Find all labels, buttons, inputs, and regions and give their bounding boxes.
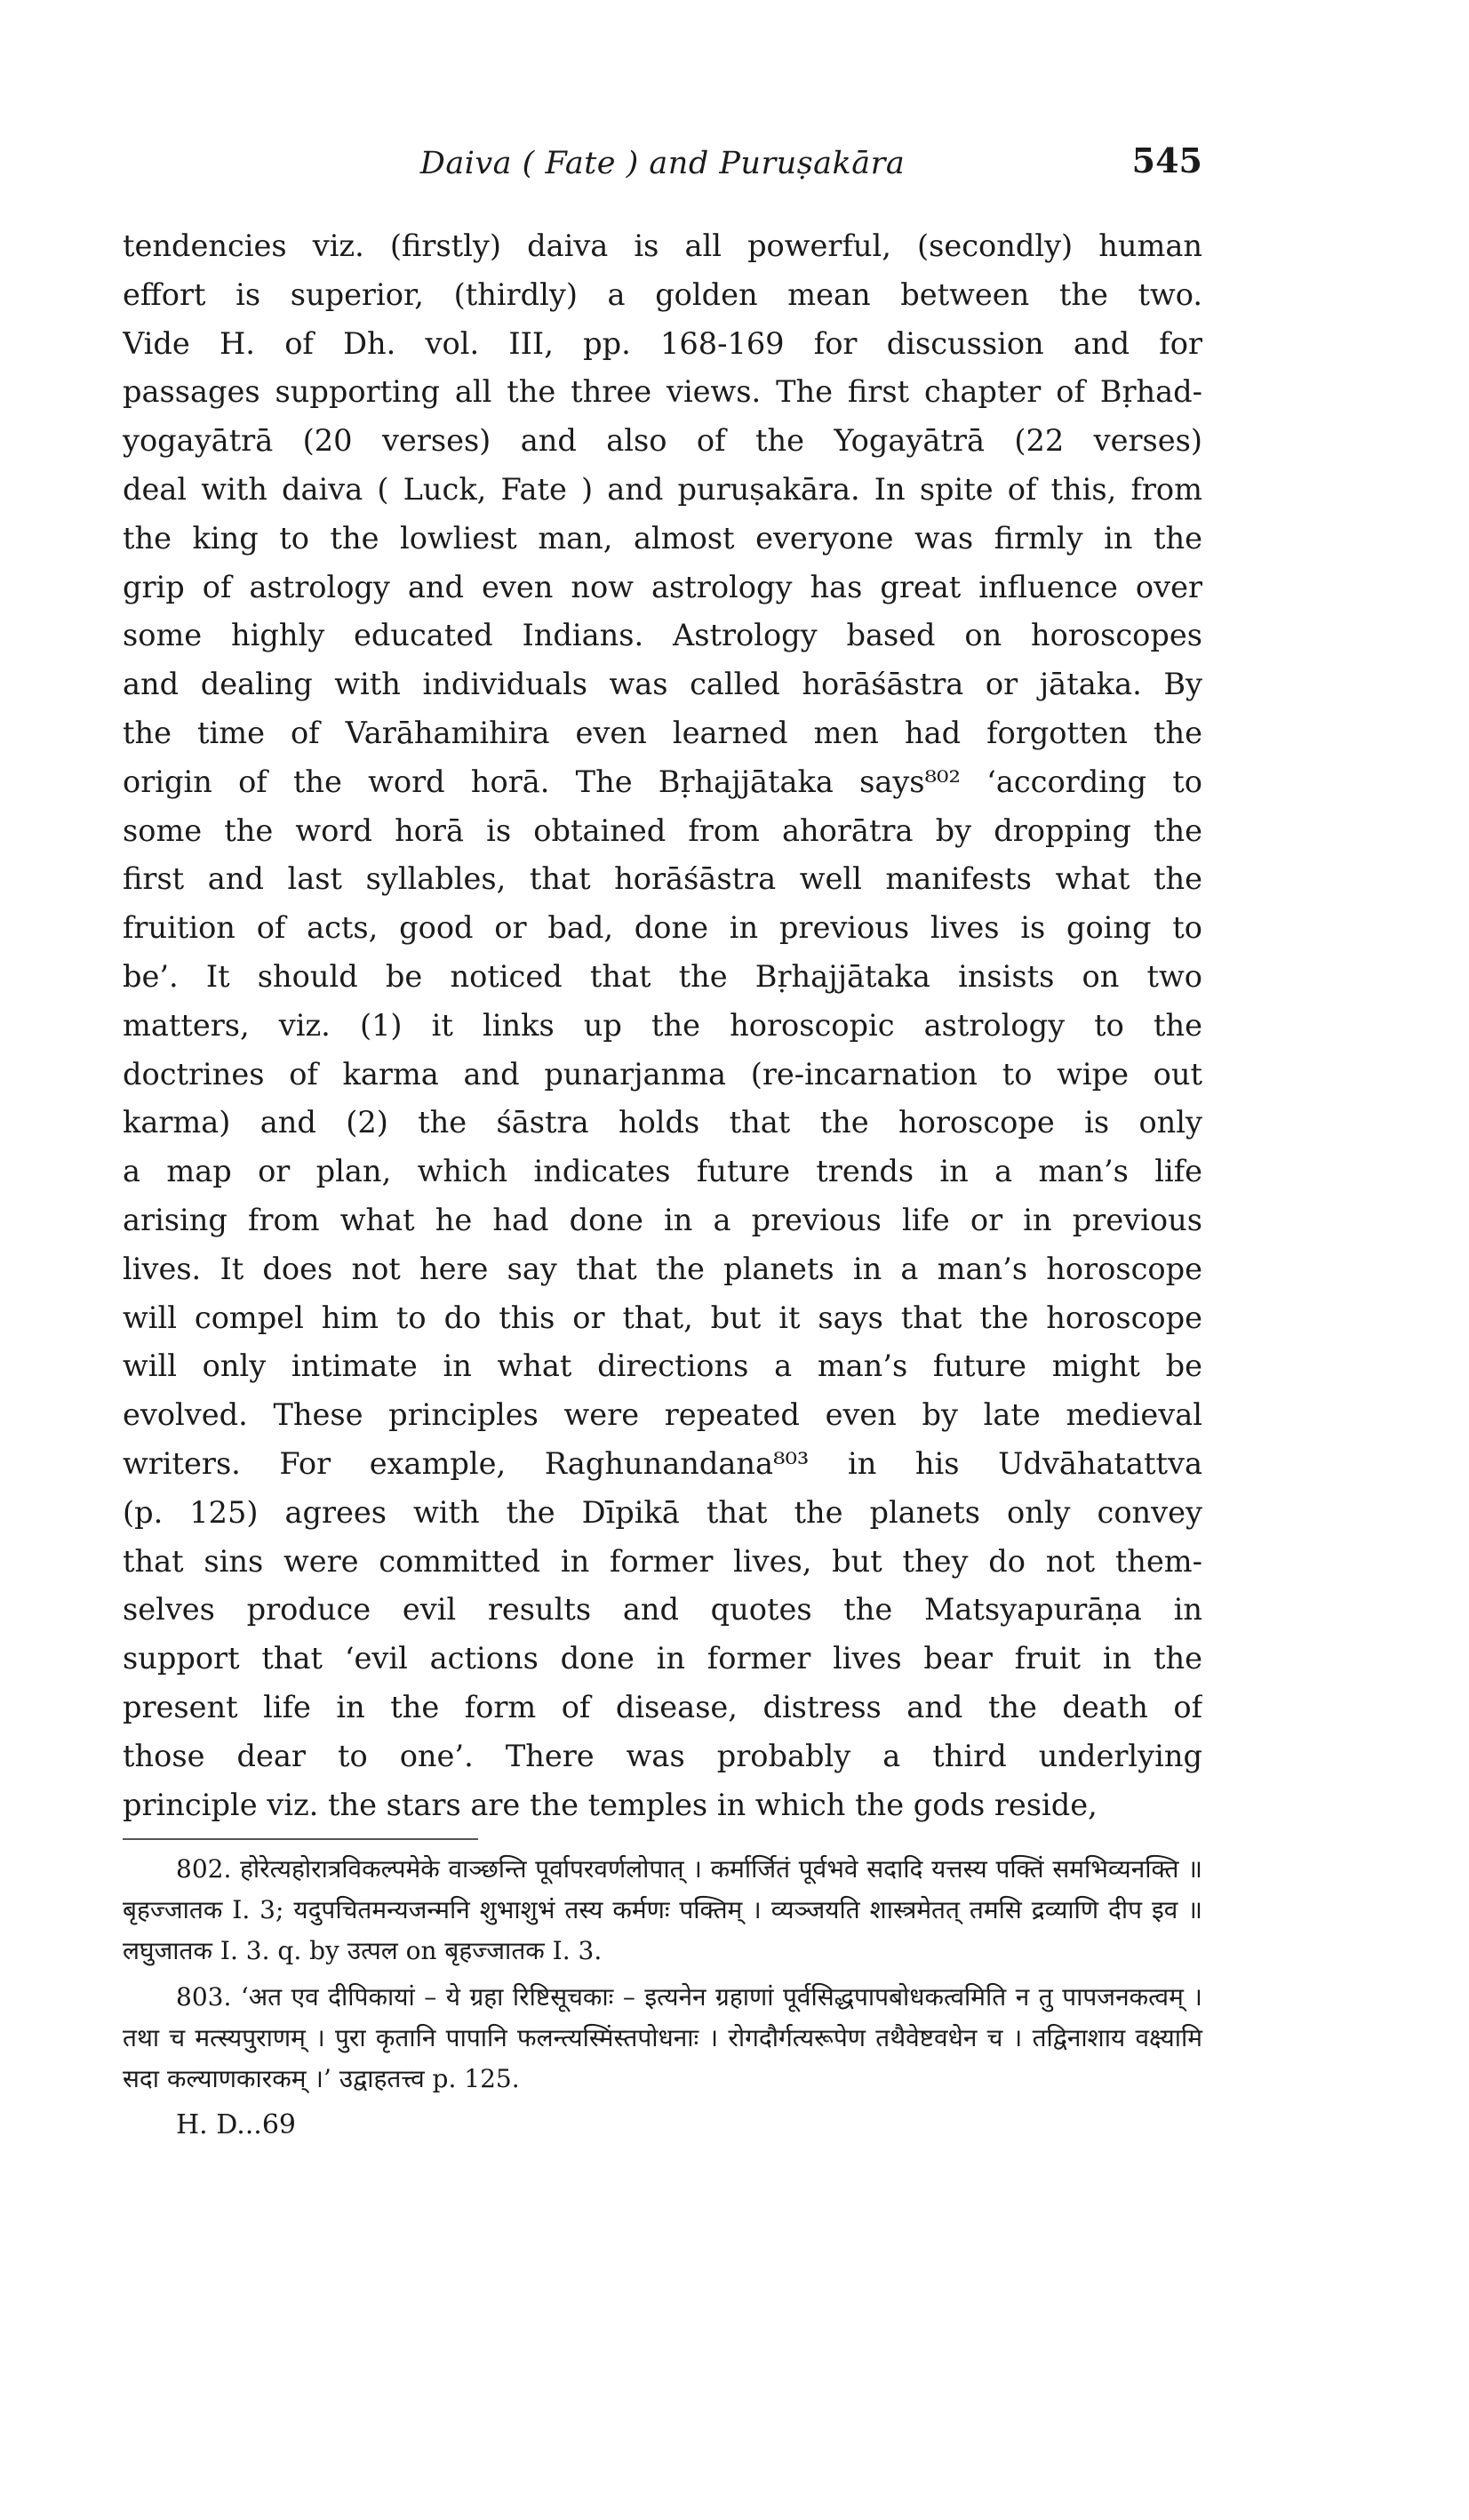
running-title: Daiva ( Fate ) and Puruṣakāra bbox=[419, 146, 906, 181]
footnote-text: ‘अत एव दीपिकायां – ये ग्रहा रिष्टिसूचकाः – इत्यनेन ग्रहाणां पूर्वसिद्धपापबोधकत्वमिति न तु पापजनकत्वम् । तथा च मत्स्यपुराणम् । पुरा कृतानि पापानि फलन्त्यस्मिंस्तपोधनाः । रोगदौर्गत्यरूपेण तथैवेष्टवधेन च । तद्विनाशाय वक्ष्यामि सदा कल्याणकारकम् ।’ उद्वाहतत्त्व p. 125. bbox=[123, 1982, 1202, 2094]
running-head bbox=[123, 133, 1202, 196]
body-line: yogayātrā (20 verses) and also of the Yogayātrā (22 verses) bbox=[123, 423, 1202, 459]
footnote-802 bbox=[123, 1849, 1202, 1972]
body-line: a map or plan, which indicates future trends in a man’s life bbox=[123, 1154, 1202, 1189]
body-paragraph bbox=[123, 222, 1202, 1829]
page-number: 545 bbox=[1131, 140, 1202, 180]
body-line: some highly educated Indians. Astrology based on horoscopes bbox=[123, 618, 1202, 653]
body-line: karma) and (2) the śāstra holds that the horoscope is only bbox=[123, 1105, 1202, 1140]
footnote-text: होरेत्यहोरात्रविकल्पमेके वाञ्छन्ति पूर्वापरवर्णलोपात् । कर्मार्जितं पूर्वभवे सदादि यत्तस्य पक्तिं समभिव्यनक्ति ॥ बृहज्जातक I. 3; यदुपचितमन्यजन्मनि शुभाशुभं तस्य कर्मणः पक्तिम् । व्यञ्जयति शास्त्रमेतत् तमसि द्रव्याणि दीप इव ॥ लघुजातक I. 3. q. by उत्पल on बृहज्जातक I. 3. bbox=[123, 1854, 1202, 1966]
body-line: matters, viz. (1) it links up the horoscopic astrology to the bbox=[123, 1007, 1202, 1043]
body-line: some the word horā is obtained from ahorātra by dropping the bbox=[123, 812, 1202, 848]
body-line: writers. For example, Raghunandana⁸⁰³ in his Udvāhatattva bbox=[123, 1445, 1202, 1481]
body-line: and dealing with individuals was called horāśāstra or jātaka. By bbox=[123, 667, 1202, 702]
body-line: present life in the form of disease, distress and the death of bbox=[123, 1689, 1202, 1724]
body-line: origin of the word horā. The Bṛhajjātaka says⁸⁰² ‘according to bbox=[123, 764, 1202, 799]
folio-signature: H. D...69 bbox=[176, 2109, 296, 2141]
body-line: evolved. These principles were repeated even by late medieval bbox=[123, 1397, 1202, 1433]
body-line: support that ‘evil actions done in former lives bear fruit in the bbox=[123, 1641, 1202, 1676]
body-line: the time of Varāhamihira even learned men had forgotten the bbox=[123, 715, 1202, 750]
body-line: fruition of acts, good or bad, done in previous lives is going to bbox=[123, 910, 1202, 946]
body-line: effort is superior, (thirdly) a golden mean between the two. bbox=[123, 276, 1202, 312]
footnote-number: 802. bbox=[176, 1854, 232, 1884]
body-line: lives. It does not here say that the planets in a man’s horoscope bbox=[123, 1251, 1202, 1286]
body-line: that sins were committed in former lives, but they do not them- bbox=[123, 1543, 1202, 1579]
body-line: deal with daiva ( Luck, Fate ) and puruṣakāra. In spite of this, from bbox=[123, 471, 1202, 507]
body-line: (p. 125) agrees with the Dīpikā that the planets only convey bbox=[123, 1494, 1202, 1530]
body-line: selves produce evil results and quotes the Matsyapurāṇa in bbox=[123, 1592, 1202, 1628]
body-line: first and last syllables, that horāśāstra well manifests what the bbox=[123, 861, 1202, 897]
body-line: will compel him to do this or that, but it says that the horoscope bbox=[123, 1300, 1202, 1335]
body-line: passages supporting all the three views. The first chapter of Bṛhad- bbox=[123, 374, 1202, 410]
body-line: be’. It should be noticed that the Bṛhajjātaka insists on two bbox=[123, 958, 1202, 994]
body-line: Vide H. of Dh. vol. III, pp. 168-169 for discussion and for bbox=[123, 325, 1202, 361]
body-line: principle viz. the stars are the temples in which the gods reside, bbox=[123, 1787, 1098, 1822]
body-line: doctrines of karma and punarjanma (re-incarnation to wipe out bbox=[123, 1056, 1202, 1092]
body-line: will only intimate in what directions a man’s future might be bbox=[123, 1348, 1202, 1384]
footnote-number: 803. bbox=[176, 1982, 232, 2012]
body-line: those dear to one’. There was probably a third underlying bbox=[123, 1738, 1202, 1773]
body-line: grip of astrology and even now astrology has great influence over bbox=[123, 569, 1202, 604]
book-page bbox=[123, 133, 1202, 2146]
footnote-803 bbox=[123, 1977, 1202, 2100]
body-line: the king to the lowliest man, almost everyone was firmly in the bbox=[123, 520, 1202, 556]
body-line: tendencies viz. (firstly) daiva is all powerful, (secondly) human bbox=[123, 228, 1202, 263]
footnote-rule bbox=[123, 1838, 478, 1840]
footnotes bbox=[123, 1849, 1202, 2146]
body-line: arising from what he had done in a previous life or in previous bbox=[123, 1202, 1202, 1237]
